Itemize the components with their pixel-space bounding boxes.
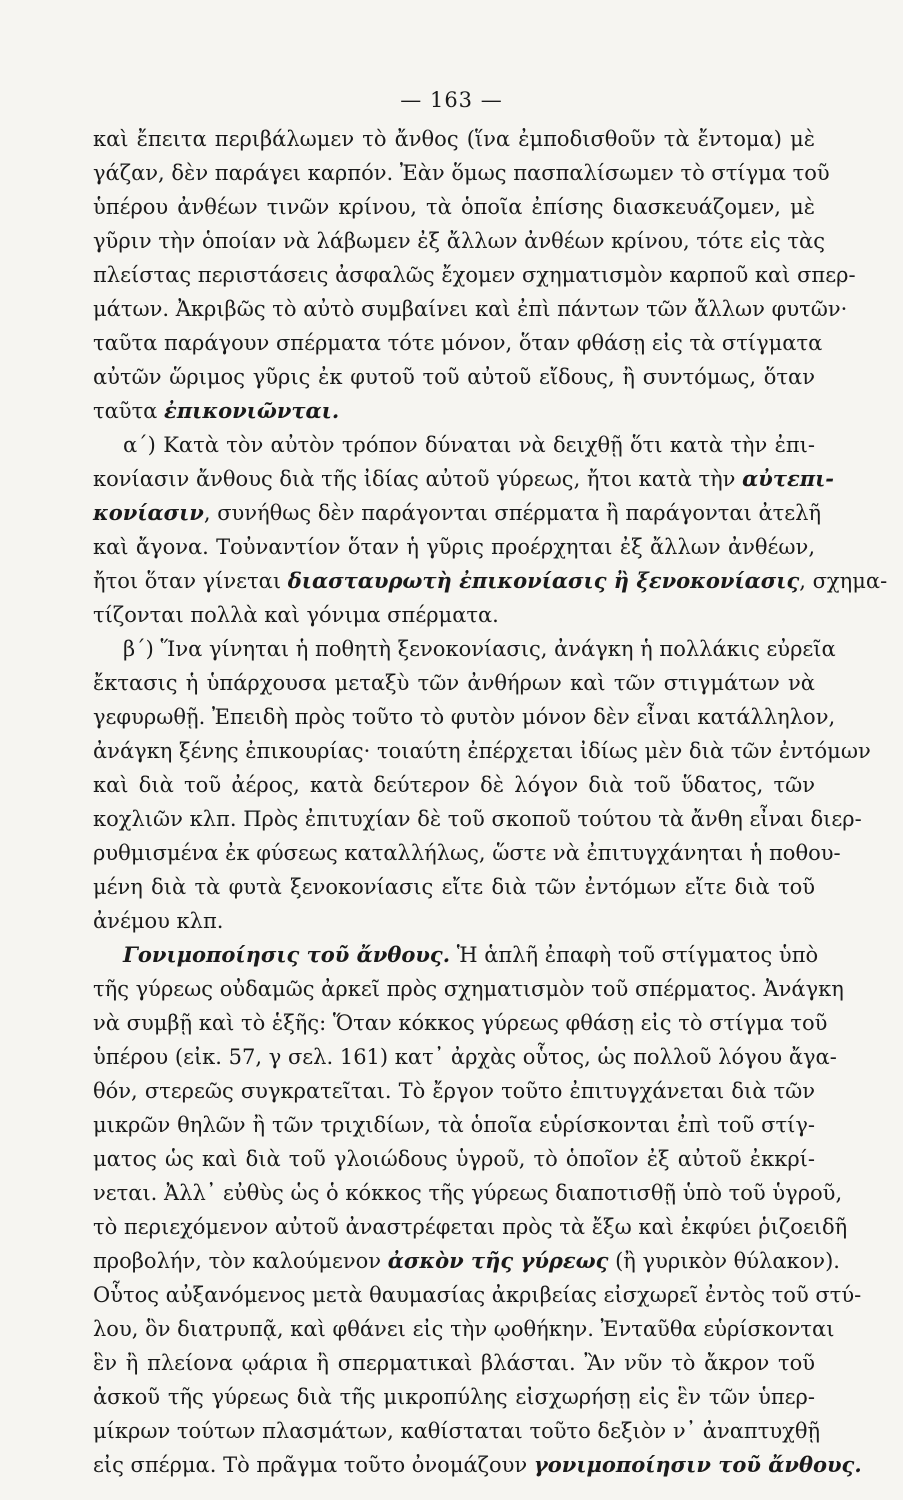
text-segment: κονίασιν ἄνθους διὰ τῆς ἰδίας αὐτοῦ γύρεως, ἤτοι κατὰ τὴν [93,467,743,491]
text-segment: τὸ περιεχόμενον αὐτοῦ ἀναστρέφεται πρὸς τὰ ἔξω καὶ ἐκφύει ῥιζοειδῆ [93,1215,848,1239]
text-segment: νεται. Ἀλλ᾽ εὐθὺς ὡς ὁ κόκκος τῆς γύρεως διαποτισθῇ ὑπὸ τοῦ ὑγροῦ, [93,1181,843,1205]
text-line [93,1346,815,1380]
text-segment: λου, ὃν διατρυπᾷ, καὶ φθάνει εἰς τὴν ῳοθήκην. Ἐνταῦθα εὑρίσκονται [93,1317,835,1341]
text-line [93,190,815,224]
text-segment: μάτων. Ἀκριβῶς τὸ αὐτὸ συμβαίνει καὶ ἐπὶ πάντων τῶν ἄλλων φυτῶν· [93,297,848,321]
text-line [93,1244,840,1278]
text-line [93,734,871,768]
text-line [93,292,848,326]
text-line [93,836,841,870]
text-line [93,1210,848,1244]
text-segment: β΄) Ἵνα γίνηται ἡ ποθητὴ ξενοκονίασις, ἀνάγκη ἡ πολλάκις εὐρεῖα [123,637,836,661]
text-line [93,360,815,394]
text-segment: μίκρων τούτων πλασμάτων, καθίσταται τοῦτο δεξιὸν ν᾽ ἀναπτυχθῇ [93,1419,821,1443]
text-segment: τίζονται πολλὰ καὶ γόνιμα σπέρματα. [93,603,499,627]
text-line [93,598,815,632]
text-line [93,1142,815,1176]
emphasized-term: αὐτεπι- [742,466,834,491]
text-segment: προβολήν, τὸν καλούμενον [93,1249,388,1273]
text-segment: ἔκτασις ἡ ὑπάρχουσα μεταξὺ τῶν ἀνθήρων καὶ τῶν στιγμάτων νὰ [93,671,815,695]
text-line [93,938,819,972]
text-line [93,1006,828,1040]
emphasized-term: Γονιμοποίησις τοῦ ἄνθους. [123,942,451,967]
text-line [93,326,823,360]
text-line [93,700,836,734]
text-line [93,122,815,156]
text-segment: Οὗτος αὐξανόμενος μετὰ θαυμασίας ἀκριβείας εἰσχωρεῖ ἐντὸς τοῦ στύ- [93,1283,862,1307]
text-line [93,1380,815,1414]
text-segment: (ἢ γυρικὸν θύλακον). [608,1249,840,1273]
text-segment: ἓν ἢ πλείονα ῳάρια ἢ σπερματικαὶ βλάσται. Ἂν νῦν τὸ ἄκρον τοῦ [93,1351,815,1375]
text-segment: γάζαν, δὲν παράγει καρπόν. Ἐὰν ὅμως πασπαλίσωμεν τὸ στίγμα τοῦ [93,161,830,185]
text-line [93,428,815,462]
text-segment: α΄) Κατὰ τὸν αὐτὸν τρόπον δύναται νὰ δειχθῇ ὅτι κατὰ τὴν ἐπι- [123,433,815,457]
text-line [93,1448,862,1482]
emphasized-term: ἀσκὸν τῆς γύρεως [387,1248,609,1273]
text-line [93,1312,835,1346]
text-segment: θόν, στερεῶς συγκρατεῖται. Τὸ ἔργον τοῦτο ἐπιτυγχάνεται διὰ τῶν [93,1079,815,1103]
text-line [93,870,815,904]
text-segment: μικρῶν θηλῶν ἢ τῶν τριχιδίων, τὰ ὁποῖα εὑρίσκονται ἐπὶ τοῦ στίγ- [93,1113,815,1137]
body-text [93,122,888,1482]
text-segment: καὶ διὰ τοῦ ἀέρος, κατὰ δεύτερον δὲ λόγον διὰ τοῦ ὕδατος, τῶν [93,773,815,797]
text-segment: ἀνάγκη ξένης ἐπικουρίας· τοιαύτη ἐπέρχεται ἰδίως μὲν διὰ τῶν ἐντόμων [93,739,871,763]
text-line [93,530,815,564]
text-line [93,258,856,292]
text-line [93,1278,862,1312]
text-segment: εἰς σπέρμα. Τὸ πρᾶγμα τοῦτο ὀνομάζουν [93,1453,534,1477]
text-line [93,768,815,802]
text-line [93,496,822,530]
emphasized-term: διασταυρωτὴ ἐπικονίασις ἢ ξενοκονίασις [287,568,800,593]
text-line [93,156,830,190]
text-segment: μένη διὰ τὰ φυτὰ ξενοκονίασις εἴτε διὰ τῶν ἐντόμων εἴτε διὰ τοῦ [93,875,815,899]
text-segment: ταῦτα [93,399,165,423]
text-segment: ταῦτα παράγουν σπέρματα τότε μόνον, ὅταν φθάσῃ εἰς τὰ στίγματα [93,331,823,355]
text-segment: πλείστας περιστάσεις ἀσφαλῶς ἔχομεν σχηματισμὸν καρποῦ καὶ σπερ- [93,263,856,287]
text-segment: νὰ συμβῇ καὶ τὸ ἑξῆς: Ὅταν κόκκος γύρεως φθάσῃ εἰς τὸ στίγμα τοῦ [93,1011,828,1035]
text-line [93,802,862,836]
text-segment: , σχημα- [799,569,888,593]
text-segment: καὶ ἔπειτα περιβάλωμεν τὸ ἄνθος (ἵνα ἐμποδισθοῦν τὰ ἔντομα) μὲ [93,127,815,151]
text-line [93,462,834,496]
text-line [93,632,836,666]
text-line [93,666,815,700]
text-segment: ὑπέρου (εἰκ. 57, γ σελ. 161) κατ᾽ ἀρχὰς οὗτος, ὡς πολλοῦ λόγου ἄγα- [93,1045,837,1069]
emphasized-term: ἐπικονιῶνται. [164,398,340,423]
page-number: — 163 — [400,88,503,112]
text-segment: τῆς γύρεως οὐδαμῶς ἀρκεῖ πρὸς σχηματισμὸν τοῦ σπέρματος. Ἀνάγκη [93,977,844,1001]
text-segment: ἤτοι ὅταν γίνεται [93,569,288,593]
text-line [93,1108,815,1142]
text-line [93,1414,821,1448]
text-line [93,972,844,1006]
text-line [93,394,815,428]
text-line [93,564,888,598]
text-line [93,1176,843,1210]
text-segment: Ἡ ἁπλῆ ἐπαφὴ τοῦ στίγματος ὑπὸ [450,943,819,967]
text-segment: ἀνέμου κλπ. [93,909,224,933]
text-segment: γῦριν τὴν ὁποίαν νὰ λάβωμεν ἐξ ἄλλων ἀνθέων κρίνου, τότε εἰς τὰς [93,229,825,253]
text-segment: καὶ ἄγονα. Τοὐναντίον ὅταν ἡ γῦρις προέρχηται ἐξ ἄλλων ἀνθέων, [93,535,815,559]
text-segment: , συνήθως δὲν παράγονται σπέρματα ἢ παράγονται ἀτελῆ [203,501,822,525]
text-line [93,1074,815,1108]
text-segment: ὑπέρου ἀνθέων τινῶν κρίνου, τὰ ὁποῖα ἐπίσης διασκευάζομεν, μὲ [93,195,815,219]
text-segment: γεφυρωθῇ. Ἐπειδὴ πρὸς τοῦτο τὸ φυτὸν μόνον δὲν εἶναι κατάλληλον, [93,705,836,729]
text-segment: κοχλιῶν κλπ. Πρὸς ἐπιτυχίαν δὲ τοῦ σκοποῦ τούτου τὰ ἄνθη εἶναι διερ- [93,807,862,831]
text-segment: ματος ὡς καὶ διὰ τοῦ γλοιώδους ὑγροῦ, τὸ ὁποῖον ἐξ αὐτοῦ ἐκκρί- [93,1147,815,1171]
emphasized-term: κονίασιν [93,500,204,525]
text-line [93,904,815,938]
text-segment: αὐτῶν ὥριμος γῦρις ἐκ φυτοῦ τοῦ αὐτοῦ εἴδους, ἢ συντόμως, ὅταν [93,365,815,389]
text-line [93,224,825,258]
text-line [93,1040,837,1074]
text-segment: ρυθμισμένα ἐκ φύσεως καταλλήλως, ὥστε νὰ ἐπιτυγχάνηται ἡ ποθου- [93,841,841,865]
emphasized-term: γονιμοποίησιν τοῦ ἄνθους. [533,1452,862,1477]
text-segment: ἀσκοῦ τῆς γύρεως διὰ τῆς μικροπύλης εἰσχωρήσῃ εἰς ἓν τῶν ὑπερ- [93,1385,815,1409]
